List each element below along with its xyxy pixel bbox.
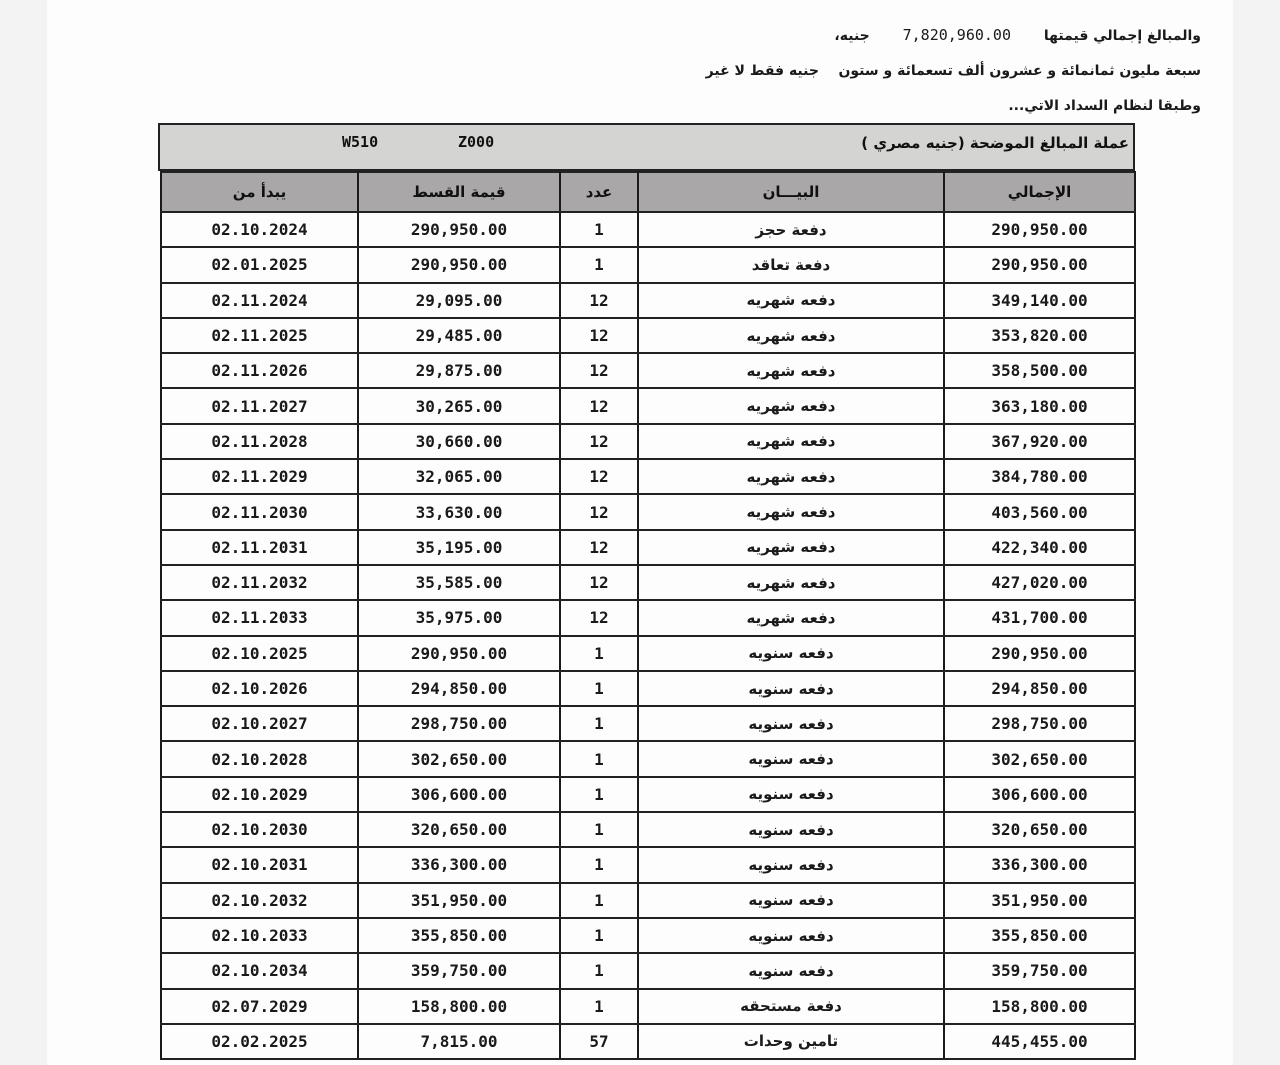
cell-description: دفعه شهريه xyxy=(638,459,944,494)
cell-description: تامين وحدات xyxy=(638,1024,944,1059)
cell-description: دفعه سنويه xyxy=(638,918,944,953)
cell-start-date: 02.11.2033 xyxy=(161,600,358,635)
cell-description: دفعه سنويه xyxy=(638,953,944,988)
cell-total: 290,950.00 xyxy=(944,636,1135,671)
table-row xyxy=(161,1024,1135,1059)
header-description: البيـــان xyxy=(638,172,944,212)
header-start-date: يبدأ من xyxy=(161,172,358,212)
cell-installment-value: 7,815.00 xyxy=(358,1024,560,1059)
cell-description: دفعه شهريه xyxy=(638,353,944,388)
cell-total: 290,950.00 xyxy=(944,247,1135,282)
cell-description: دفعه شهريه xyxy=(638,530,944,565)
table-row xyxy=(161,283,1135,318)
intro-line-total xyxy=(481,18,1201,54)
cell-count: 1 xyxy=(560,847,638,882)
table-row xyxy=(161,812,1135,847)
cell-description: دفعه سنويه xyxy=(638,812,944,847)
table-row xyxy=(161,636,1135,671)
cell-installment-value: 306,600.00 xyxy=(358,777,560,812)
cell-count: 1 xyxy=(560,706,638,741)
cell-count: 1 xyxy=(560,777,638,812)
cell-description: دفعه شهريه xyxy=(638,424,944,459)
cell-installment-value: 35,195.00 xyxy=(358,530,560,565)
cell-start-date: 02.11.2029 xyxy=(161,459,358,494)
cell-total: 349,140.00 xyxy=(944,283,1135,318)
cell-start-date: 02.11.2025 xyxy=(161,318,358,353)
table-header-row xyxy=(161,172,1135,212)
table-row xyxy=(161,741,1135,776)
cell-count: 12 xyxy=(560,459,638,494)
cell-installment-value: 29,485.00 xyxy=(358,318,560,353)
cell-start-date: 02.10.2034 xyxy=(161,953,358,988)
cell-count: 1 xyxy=(560,883,638,918)
table-row xyxy=(161,706,1135,741)
cell-start-date: 02.10.2029 xyxy=(161,777,358,812)
intro-total-suffix: جنيه، xyxy=(834,28,870,44)
cell-total: 403,560.00 xyxy=(944,494,1135,529)
cell-start-date: 02.11.2026 xyxy=(161,353,358,388)
intro-total-prefix: والمبالغ إجمالي قيمتها xyxy=(1043,28,1201,44)
cell-installment-value: 359,750.00 xyxy=(358,953,560,988)
cell-count: 1 xyxy=(560,636,638,671)
cell-start-date: 02.07.2029 xyxy=(161,989,358,1024)
cell-count: 1 xyxy=(560,812,638,847)
table-row xyxy=(161,212,1135,247)
currency-bar xyxy=(158,123,1135,171)
cell-count: 12 xyxy=(560,318,638,353)
cell-count: 12 xyxy=(560,494,638,529)
cell-total: 353,820.00 xyxy=(944,318,1135,353)
cell-description: دفعه شهريه xyxy=(638,283,944,318)
cell-start-date: 02.10.2031 xyxy=(161,847,358,882)
currency-code-a: W510 xyxy=(342,133,379,151)
cell-start-date: 02.11.2024 xyxy=(161,283,358,318)
cell-installment-value: 302,650.00 xyxy=(358,741,560,776)
cell-start-date: 02.10.2026 xyxy=(161,671,358,706)
table-row xyxy=(161,953,1135,988)
header-count: عدد xyxy=(560,172,638,212)
document-page xyxy=(47,0,1233,1065)
intro-paragraph xyxy=(481,18,1201,124)
cell-installment-value: 35,585.00 xyxy=(358,565,560,600)
table-row xyxy=(161,883,1135,918)
cell-start-date: 02.10.2025 xyxy=(161,636,358,671)
intro-payment-schedule-lead: وطبقا لنظام السداد الاتي... xyxy=(1008,98,1201,114)
cell-count: 12 xyxy=(560,424,638,459)
cell-total: 422,340.00 xyxy=(944,530,1135,565)
table-row xyxy=(161,918,1135,953)
table-row xyxy=(161,600,1135,635)
cell-description: دفعه شهريه xyxy=(638,565,944,600)
cell-installment-value: 30,660.00 xyxy=(358,424,560,459)
table-row xyxy=(161,388,1135,423)
cell-count: 1 xyxy=(560,671,638,706)
cell-description: دفعه سنويه xyxy=(638,847,944,882)
cell-start-date: 02.10.2030 xyxy=(161,812,358,847)
cell-start-date: 02.11.2030 xyxy=(161,494,358,529)
cell-total: 358,500.00 xyxy=(944,353,1135,388)
cell-start-date: 02.11.2032 xyxy=(161,565,358,600)
cell-installment-value: 158,800.00 xyxy=(358,989,560,1024)
cell-total: 431,700.00 xyxy=(944,600,1135,635)
cell-installment-value: 33,630.00 xyxy=(358,494,560,529)
cell-description: دفعه شهريه xyxy=(638,494,944,529)
cell-start-date: 02.01.2025 xyxy=(161,247,358,282)
table-row xyxy=(161,565,1135,600)
table-row xyxy=(161,424,1135,459)
cell-start-date: 02.11.2028 xyxy=(161,424,358,459)
cell-description: دفعه شهريه xyxy=(638,388,944,423)
table-row xyxy=(161,847,1135,882)
cell-description: دفعه سنويه xyxy=(638,883,944,918)
cell-start-date: 02.10.2027 xyxy=(161,706,358,741)
cell-installment-value: 32,065.00 xyxy=(358,459,560,494)
cell-count: 12 xyxy=(560,600,638,635)
table-row xyxy=(161,989,1135,1024)
currency-code-b: Z000 xyxy=(458,133,495,151)
cell-description: دفعة مستحقه xyxy=(638,989,944,1024)
cell-installment-value: 298,750.00 xyxy=(358,706,560,741)
cell-description: دفعة تعاقد xyxy=(638,247,944,282)
cell-start-date: 02.10.2024 xyxy=(161,212,358,247)
cell-total: 363,180.00 xyxy=(944,388,1135,423)
cell-count: 12 xyxy=(560,388,638,423)
cell-total: 294,850.00 xyxy=(944,671,1135,706)
cell-description: دفعه شهريه xyxy=(638,318,944,353)
table-row xyxy=(161,777,1135,812)
header-installment-value: قيمة القسط xyxy=(358,172,560,212)
cell-count: 1 xyxy=(560,741,638,776)
cell-start-date: 02.10.2033 xyxy=(161,918,358,953)
cell-installment-value: 30,265.00 xyxy=(358,388,560,423)
cell-installment-value: 355,850.00 xyxy=(358,918,560,953)
cell-description: دفعة حجز xyxy=(638,212,944,247)
cell-installment-value: 290,950.00 xyxy=(358,247,560,282)
cell-count: 57 xyxy=(560,1024,638,1059)
cell-total: 306,600.00 xyxy=(944,777,1135,812)
cell-description: دفعه سنويه xyxy=(638,636,944,671)
cell-description: دفعه سنويه xyxy=(638,671,944,706)
cell-count: 12 xyxy=(560,530,638,565)
cell-total: 351,950.00 xyxy=(944,883,1135,918)
cell-start-date: 02.10.2028 xyxy=(161,741,358,776)
payment-schedule-table xyxy=(160,171,1136,1060)
cell-total: 298,750.00 xyxy=(944,706,1135,741)
cell-start-date: 02.11.2027 xyxy=(161,388,358,423)
cell-installment-value: 294,850.00 xyxy=(358,671,560,706)
cell-installment-value: 29,095.00 xyxy=(358,283,560,318)
cell-total: 355,850.00 xyxy=(944,918,1135,953)
intro-total-amount: 7,820,960.00 xyxy=(902,26,1011,44)
table-row xyxy=(161,247,1135,282)
cell-count: 1 xyxy=(560,953,638,988)
cell-total: 290,950.00 xyxy=(944,212,1135,247)
cell-count: 12 xyxy=(560,283,638,318)
cell-count: 1 xyxy=(560,989,638,1024)
cell-total: 384,780.00 xyxy=(944,459,1135,494)
table-row xyxy=(161,671,1135,706)
cell-total: 320,650.00 xyxy=(944,812,1135,847)
cell-description: دفعه سنويه xyxy=(638,706,944,741)
table-row xyxy=(161,530,1135,565)
cell-total: 367,920.00 xyxy=(944,424,1135,459)
cell-start-date: 02.11.2031 xyxy=(161,530,358,565)
table-row xyxy=(161,494,1135,529)
table-row xyxy=(161,459,1135,494)
cell-description: دفعه سنويه xyxy=(638,777,944,812)
intro-amount-in-words: سبعة مليون ثمانمائة و عشرون ألف تسعمائة و ستون جنيه فقط لا غير xyxy=(705,63,1201,79)
header-total: الإجمالي xyxy=(944,172,1135,212)
cell-installment-value: 35,975.00 xyxy=(358,600,560,635)
cell-start-date: 02.02.2025 xyxy=(161,1024,358,1059)
cell-installment-value: 320,650.00 xyxy=(358,812,560,847)
cell-start-date: 02.10.2032 xyxy=(161,883,358,918)
cell-installment-value: 290,950.00 xyxy=(358,212,560,247)
cell-count: 1 xyxy=(560,247,638,282)
cell-description: دفعه سنويه xyxy=(638,741,944,776)
cell-installment-value: 29,875.00 xyxy=(358,353,560,388)
cell-installment-value: 290,950.00 xyxy=(358,636,560,671)
cell-count: 1 xyxy=(560,212,638,247)
cell-total: 427,020.00 xyxy=(944,565,1135,600)
cell-installment-value: 336,300.00 xyxy=(358,847,560,882)
table-row xyxy=(161,318,1135,353)
cell-count: 12 xyxy=(560,565,638,600)
currency-label: عملة المبالغ الموضحة (جنيه مصري ) xyxy=(861,134,1129,152)
cell-total: 359,750.00 xyxy=(944,953,1135,988)
cell-total: 158,800.00 xyxy=(944,989,1135,1024)
cell-description: دفعه شهريه xyxy=(638,600,944,635)
table-row xyxy=(161,353,1135,388)
cell-total: 302,650.00 xyxy=(944,741,1135,776)
cell-total: 336,300.00 xyxy=(944,847,1135,882)
cell-count: 1 xyxy=(560,918,638,953)
cell-count: 12 xyxy=(560,353,638,388)
cell-total: 445,455.00 xyxy=(944,1024,1135,1059)
cell-installment-value: 351,950.00 xyxy=(358,883,560,918)
